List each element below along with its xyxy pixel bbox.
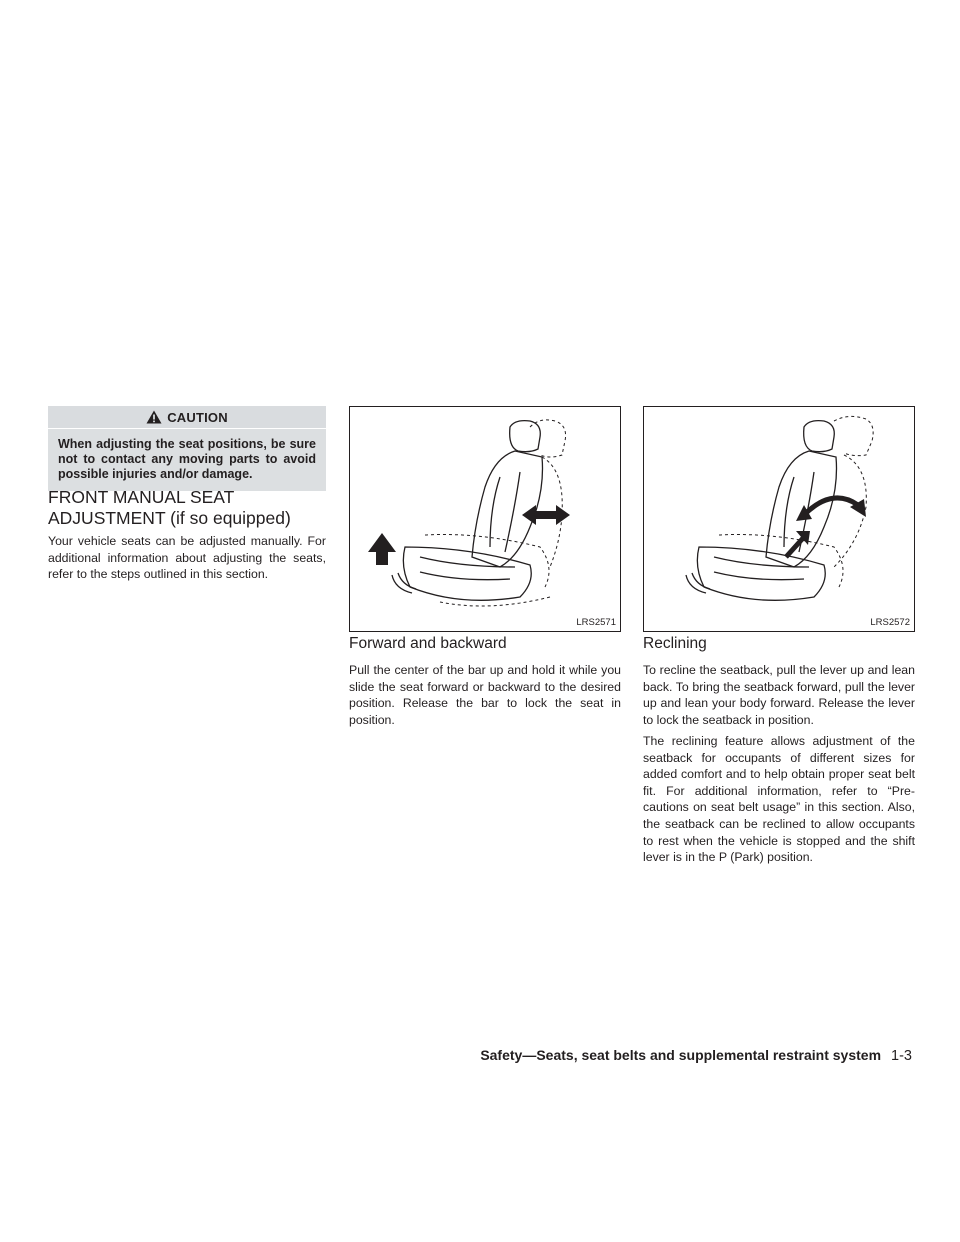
reclining-text-1: To recline the seatback, pull the lever up and lean back. To bring the seatback forward, pull the lever up and lean your body forward. Release the lever to lock the seatback in position. [643, 663, 915, 727]
seat-recline-illustration [644, 407, 914, 631]
section-title: FRONT MANUAL SEAT ADJUSTMENT (if so equipped) [48, 487, 291, 528]
seat-slide-illustration [350, 407, 620, 631]
page-footer [420, 1047, 912, 1064]
section-intro: Your vehicle seats can be adjusted manually. For additional information about adjusting the seats, refer to the steps outlined in this section. [48, 534, 326, 582]
figure-seat-slide [349, 406, 621, 632]
caution-header [48, 406, 326, 428]
forward-text: Pull the center of the bar up and hold it while you slide the seat forward or backward to the desired position. Release the bar to lock the seat in position. [349, 663, 621, 727]
caution-box [48, 406, 326, 491]
reclining-text-2: The reclining feature allows adjustment of the seatback for occupants of different sizes for added comfort and to help obtain proper seat belt fit. For additional information, refer to “Pre-cautions on seat belt usage” in this section. Also, the seatback can be reclined to allow occupants to rest when the vehicle is stopped and the shift lever is in the P (Park) position. [643, 734, 915, 865]
caution-title: CAUTION [167, 409, 228, 425]
caution-text: When adjusting the seat positions, be sure not to contact any moving parts to avoid possible injuries and/or damage. [48, 428, 326, 491]
figure-code: LRS2571 [576, 617, 616, 628]
reclining-heading: Reclining [643, 635, 707, 652]
figure-seat-recline [643, 406, 915, 632]
warning-icon [146, 410, 162, 424]
page-number: 1-3 [891, 1048, 912, 1064]
figure-code: LRS2572 [870, 617, 910, 628]
footer-section-title: Safety—Seats, seat belts and supplemental restraint system [480, 1047, 882, 1063]
forward-heading: Forward and backward [349, 635, 507, 652]
